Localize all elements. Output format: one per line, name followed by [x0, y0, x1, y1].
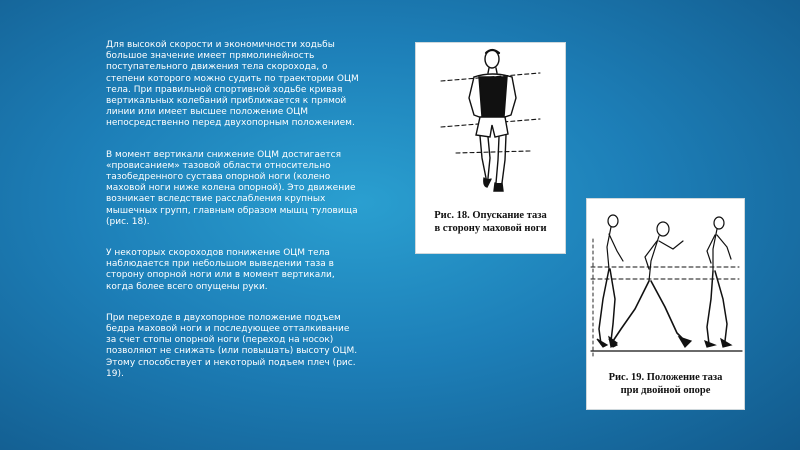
figure-19-caption-line2: при двойной опоре [620, 385, 711, 396]
figure-18-caption-line2: в сторону маховой ноги [434, 223, 547, 234]
figure-19-illustration [587, 199, 744, 369]
figure-19-caption [587, 371, 744, 397]
figure-18 [415, 42, 566, 254]
figure-18-caption [416, 209, 565, 235]
paragraph-1: Для высокой скорости и экономичности ходьбы большое значение имеет прямолинейность поступательного движения тела скорохода, о степени которого можно судить по траектории ОЦМ тела. При правильной спортивной ходьбе кривая вертикальных колебаний приближается к прямой линии или имеет высшее положение ОЦМ непосредственно перед двухопорным положением. [106, 40, 359, 129]
body-text [106, 40, 362, 400]
figure-19-caption-line1: Рис. 19. Положение таза [608, 372, 723, 383]
figure-19 [586, 198, 745, 410]
figure-18-illustration [416, 43, 565, 208]
paragraph-4: При переходе в двухопорное положение подъем бедра маховой ноги и последующее отталкивание за счет стопы опорной ноги (переход на носок) позволяют не снижать (или повышать) высоту ОЦМ. Этому способствует и некоторый подъем плеч (рис. 19). [106, 312, 358, 379]
paragraph-2: В момент вертикали снижение ОЦМ достигается «провисанием» тазовой области относительно тазобедренного сустава опорной ноги (колено маховой ноги ниже колена опорной). Это движение возникает вследствие расслабления крупных мышечных групп, главным образом мышц туловища (рис. 18). [106, 149, 358, 227]
figure-18-caption-line1: Рис. 18. Опускание таза [434, 210, 547, 221]
paragraph-3: У некоторых скороходов понижение ОЦМ тела наблюдается при небольшом выведении таза в сторону опорной ноги или в момент вертикали, когда более всего опущены руки. [106, 248, 335, 292]
